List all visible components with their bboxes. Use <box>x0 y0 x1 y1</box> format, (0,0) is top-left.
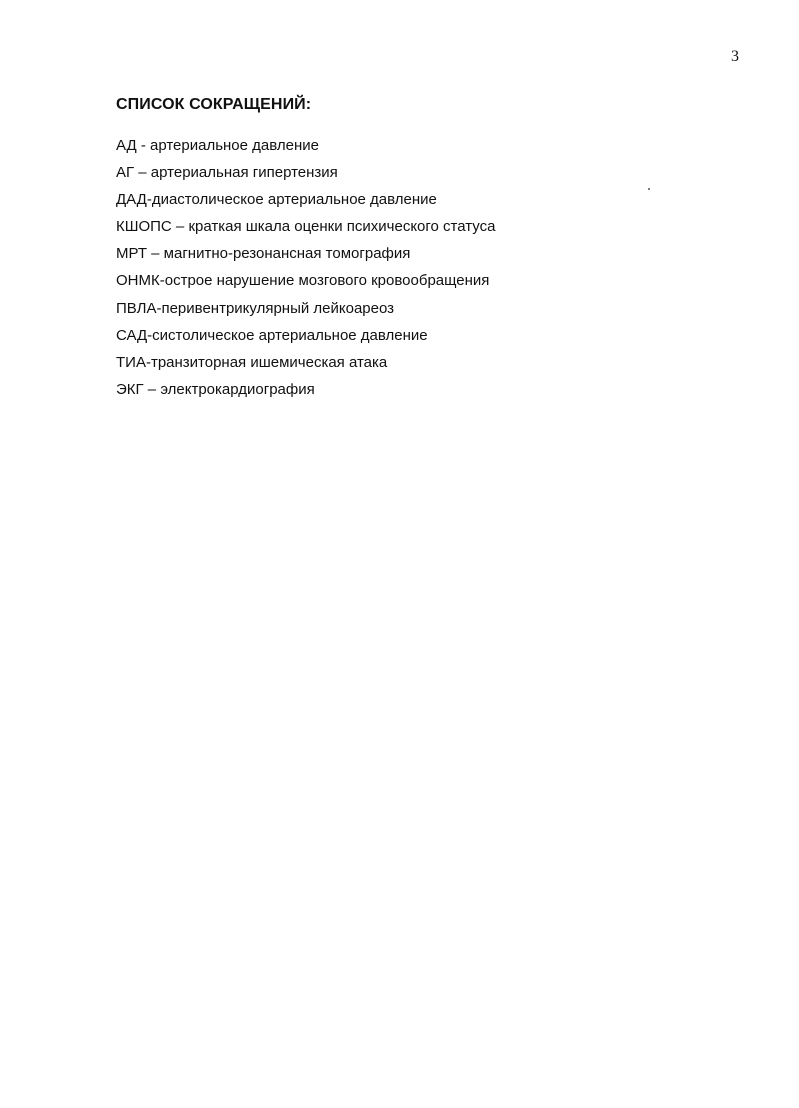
abbreviation-item: АД - артериальное давление <box>116 137 319 154</box>
abbreviation-item: ДАД-диастолическое артериальное давление <box>116 191 437 209</box>
abbreviation-item: ПВЛА-перивентрикулярный лейкоареоз <box>116 299 395 317</box>
abbreviations-list <box>116 132 495 403</box>
abbreviation-item: ОНМК-острое нарушение мозгового кровообращения <box>116 272 490 290</box>
abbreviation-item: ТИА-транзиторная ишемическая атака <box>116 353 388 371</box>
abbreviation-item: МРТ – магнитно-резонансная томография <box>116 245 411 263</box>
scan-speck <box>648 188 650 190</box>
page-number: 3 <box>731 48 739 65</box>
abbreviations-heading: СПИСОК СОКРАЩЕНИЙ: <box>116 96 312 113</box>
abbreviation-item: ЭКГ – электрокардиография <box>116 380 315 398</box>
abbreviation-item: КШОПС – краткая шкала оценки психического статуса <box>116 218 496 236</box>
abbreviation-item: АГ – артериальная гипертензия <box>116 164 338 182</box>
abbreviation-item: САД-систолическое артериальное давление <box>116 326 428 344</box>
